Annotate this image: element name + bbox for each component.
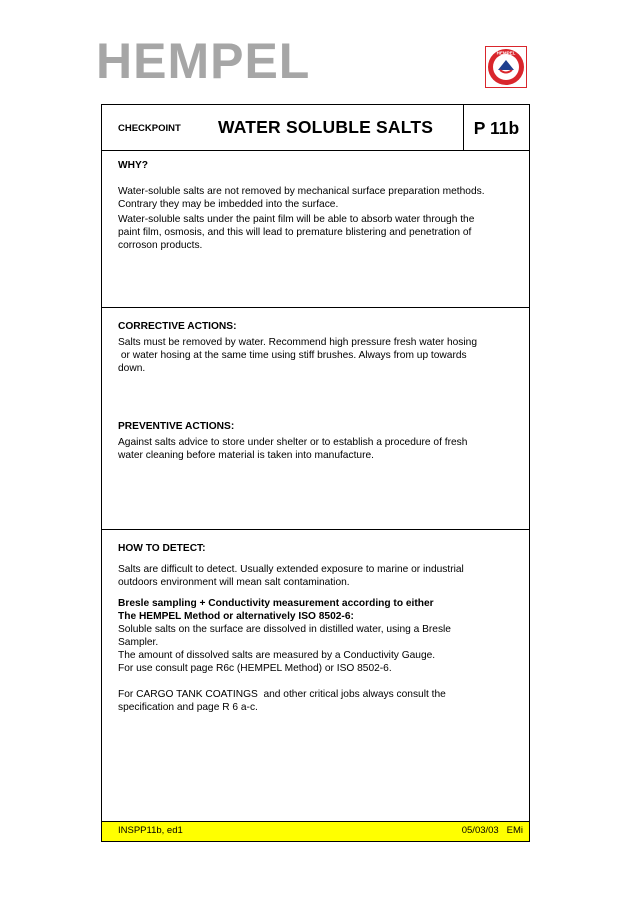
actions-section bbox=[102, 308, 529, 530]
hempel-logo-icon bbox=[485, 46, 527, 88]
detect-text: specification and page R 6 a-c. bbox=[118, 702, 258, 713]
corrective-heading: CORRECTIVE ACTIONS: bbox=[118, 321, 237, 332]
checkpoint-label: CHECKPOINT bbox=[118, 123, 181, 134]
footer-bar bbox=[102, 822, 529, 841]
preventive-heading: PREVENTIVE ACTIONS: bbox=[118, 421, 235, 432]
method-heading: Bresle sampling + Conductivity measurement according to either bbox=[118, 598, 434, 609]
why-text: paint film, osmosis, and this will lead to premature blistering and penetration of bbox=[118, 227, 472, 238]
detect-text: Sampler. bbox=[118, 637, 159, 648]
why-section bbox=[102, 151, 529, 308]
preventive-text: Against salts advice to store under shelter or to establish a procedure of fresh bbox=[118, 437, 468, 448]
brand-wordmark: HEMPEL bbox=[96, 33, 311, 89]
page-title: WATER SOLUBLE SALTS bbox=[218, 117, 434, 137]
detect-text: outdoors environment will mean salt contamination. bbox=[118, 577, 350, 588]
why-heading: WHY? bbox=[118, 160, 148, 171]
detect-heading: HOW TO DETECT: bbox=[118, 543, 206, 554]
why-text: Contrary they may be imbedded into the surface. bbox=[118, 199, 339, 210]
corrective-text: Salts must be removed by water. Recommend high pressure fresh water hosing bbox=[118, 337, 477, 348]
checkpoint-sheet bbox=[101, 104, 530, 842]
detect-text: Soluble salts on the surface are dissolved in distilled water, using a Bresle bbox=[118, 624, 451, 635]
document-date: 05/03/03 EMi bbox=[461, 825, 523, 836]
why-text: Water-soluble salts are not removed by mechanical surface preparation methods. bbox=[118, 186, 485, 197]
detect-text: Salts are difficult to detect. Usually extended exposure to marine or industrial bbox=[118, 564, 464, 575]
detect-text: The amount of dissolved salts are measured by a Conductivity Gauge. bbox=[118, 650, 436, 661]
corrective-text: or water hosing at the same time using stiff brushes. Always from up towards bbox=[118, 350, 467, 361]
page-code: P 11b bbox=[463, 105, 529, 151]
detect-text: For CARGO TANK COATINGS and other critical jobs always consult the bbox=[118, 689, 446, 700]
logo-text: HEMPEL bbox=[496, 50, 516, 56]
detect-text: For use consult page R6c (HEMPEL Method) or ISO 8502-6. bbox=[118, 663, 392, 674]
method-heading: The HEMPEL Method or alternatively ISO 8502-6: bbox=[118, 611, 354, 622]
why-text: corroson products. bbox=[118, 240, 203, 251]
corrective-text: down. bbox=[118, 363, 146, 374]
preventive-text: water cleaning before material is taken into manufacture. bbox=[118, 450, 374, 461]
header-row bbox=[102, 105, 529, 151]
document-id: INSPP11b, ed1 bbox=[118, 825, 183, 836]
why-text: Water-soluble salts under the paint film will be able to absorb water through the bbox=[118, 214, 475, 225]
detect-section bbox=[102, 530, 529, 822]
